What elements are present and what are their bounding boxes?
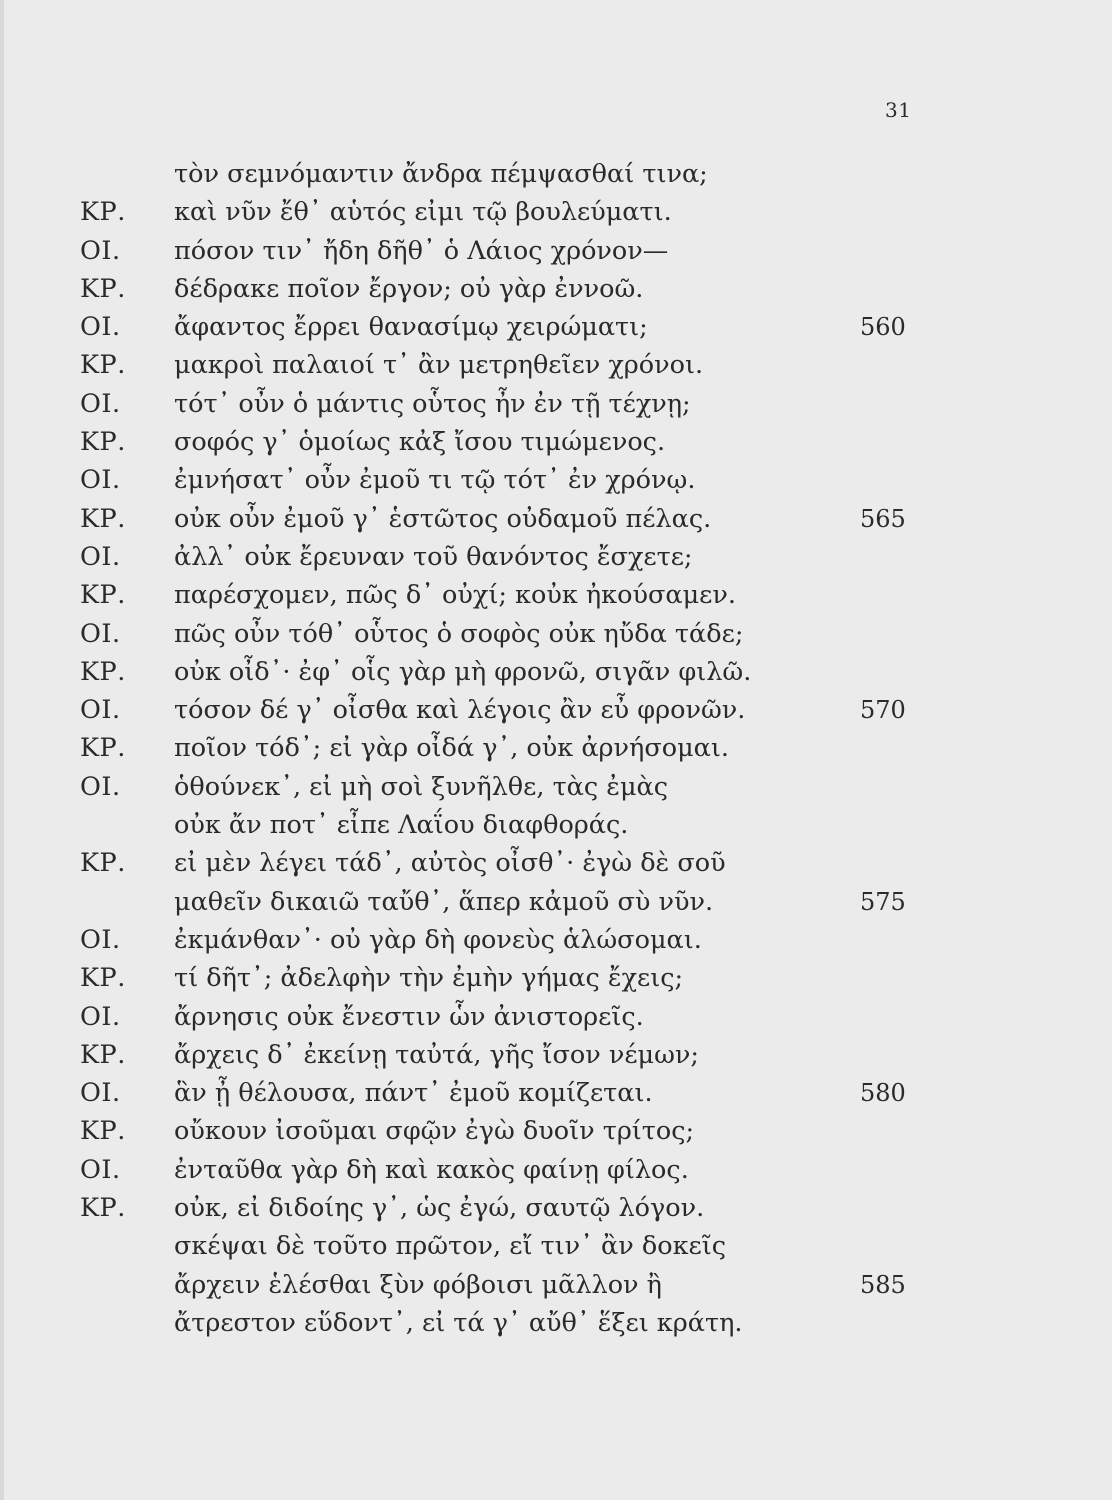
verse-line: [0, 193, 1112, 231]
verse-line: [0, 1112, 1112, 1150]
verse-text: σοφός γ᾽ ὁμοίως κἀξ ἴσου τιμώμενος.: [174, 427, 666, 458]
verse-text: ἐνταῦθα γὰρ δὴ καὶ κακὸς φαίνῃ φίλος.: [174, 1154, 689, 1185]
verse-text: τόσον δέ γ᾽ οἶσθα καὶ λέγοις ἂν εὖ φρονῶν.: [174, 695, 746, 726]
speaker-label: ΟΙ.: [80, 465, 121, 496]
verse-text: δέδρακε ποῖον ἔργον; οὐ γὰρ ἐννοῶ.: [174, 273, 644, 304]
verse-text: ἐμνήσατ᾽ οὖν ἐμοῦ τι τῷ τότ᾽ ἐν χρόνῳ.: [174, 465, 696, 496]
verse-line: [0, 576, 1112, 614]
verse-line: [0, 346, 1112, 384]
verse-text: ἄφαντος ἔρρει θανασίμῳ χειρώματι;: [174, 312, 648, 343]
verse-text: μαθεῖν δικαιῶ ταὔθ᾽, ἅπερ κἀμοῦ σὺ νῦν.: [174, 886, 714, 917]
line-number: 585: [860, 1270, 906, 1299]
speaker-label: ΟΙ.: [80, 312, 121, 343]
verse-text: οὐκ οὖν ἐμοῦ γ᾽ ἑστῶτος οὐδαμοῦ πέλας.: [174, 503, 712, 534]
verse-text: σκέψαι δὲ τοῦτο πρῶτον, εἴ τιν᾽ ἂν δοκεῖς: [174, 1231, 726, 1262]
speaker-label: ΚΡ.: [80, 273, 126, 304]
verse-text: οὐκ ἄν ποτ᾽ εἶπε Λαΐου διαφθοράς.: [174, 810, 629, 841]
page-number: 31: [885, 98, 912, 122]
verse-line: [0, 998, 1112, 1036]
speaker-label: ΚΡ.: [80, 1039, 126, 1070]
verse-text: ὁθούνεκ᾽, εἰ μὴ σοὶ ξυνῆλθε, τὰς ἐμὰς: [174, 771, 669, 802]
line-number: 565: [860, 504, 906, 533]
verse-text: οὐκ, εἰ διδοίης γ᾽, ὡς ἐγώ, σαυτῷ λόγον.: [174, 1193, 705, 1224]
verse-text: πῶς οὖν τόθ᾽ οὗτος ὁ σοφὸς οὐκ ηὔδα τάδε;: [174, 618, 744, 649]
verse-line: [0, 1151, 1112, 1189]
verse-line: [0, 959, 1112, 997]
line-number: 560: [860, 313, 906, 342]
verse-line: [0, 308, 1112, 346]
verse-line: [0, 691, 1112, 729]
speaker-label: ΟΙ.: [80, 771, 121, 802]
verse-line: [0, 844, 1112, 882]
verse-text: οὐκ οἶδ᾽· ἐφ᾽ οἷς γὰρ μὴ φρονῶ, σιγᾶν φιλῶ.: [174, 656, 752, 687]
verse-line: [0, 729, 1112, 767]
speaker-label: ΟΙ.: [80, 1154, 121, 1185]
verse-line: [0, 615, 1112, 653]
verse-line: [0, 806, 1112, 844]
verse-line: [0, 385, 1112, 423]
verse-line: [0, 423, 1112, 461]
verse-line: [0, 1036, 1112, 1074]
speaker-label: ΟΙ.: [80, 388, 121, 419]
speaker-label: ΟΙ.: [80, 235, 121, 266]
speaker-label: ΚΡ.: [80, 963, 126, 994]
speaker-label: ΟΙ.: [80, 695, 121, 726]
speaker-label: ΚΡ.: [80, 427, 126, 458]
verse-line: [0, 768, 1112, 806]
verse-text: ἃν ᾖ θέλουσα, πάντ᾽ ἐμοῦ κομίζεται.: [174, 1078, 653, 1109]
speaker-label: ΚΡ.: [80, 1193, 126, 1224]
speaker-label: ΟΙ.: [80, 541, 121, 572]
speaker-label: ΟΙ.: [80, 1001, 121, 1032]
verse-line: [0, 500, 1112, 538]
verse-block: [0, 155, 1112, 1342]
speaker-label: ΟΙ.: [80, 1078, 121, 1109]
verse-line: [0, 1266, 1112, 1304]
speaker-label: ΚΡ.: [80, 580, 126, 611]
verse-line: [0, 538, 1112, 576]
verse-line: [0, 921, 1112, 959]
verse-text: εἰ μὲν λέγει τάδ᾽, αὐτὸς οἶσθ᾽· ἐγὼ δὲ σοῦ: [174, 848, 726, 879]
speaker-label: ΟΙ.: [80, 924, 121, 955]
verse-text: ποῖον τόδ᾽; εἰ γὰρ οἶδά γ᾽, οὐκ ἀρνήσομαι.: [174, 733, 729, 764]
verse-text: ἄρχεις δ᾽ ἐκείνῃ ταὐτά, γῆς ἴσον νέμων;: [174, 1039, 699, 1070]
verse-text: μακροὶ παλαιοί τ᾽ ἂν μετρηθεῖεν χρόνοι.: [174, 350, 704, 381]
verse-text: ἄτρεστον εὕδοντ᾽, εἰ τά γ᾽ αὔθ᾽ ἕξει κράτη.: [174, 1307, 743, 1338]
speaker-label: ΟΙ.: [80, 618, 121, 649]
verse-text: τὸν σεμνόμαντιν ἄνδρα πέμψασθαί τινα;: [174, 159, 708, 189]
verse-line: [0, 270, 1112, 308]
verse-line: [0, 232, 1112, 270]
speaker-label: ΚΡ.: [80, 848, 126, 879]
verse-line: [0, 883, 1112, 921]
verse-text: καὶ νῦν ἔθ᾽ αὑτός εἰμι τῷ βουλεύματι.: [174, 197, 672, 228]
verse-text: τί δῆτ᾽; ἀδελφὴν τὴν ἐμὴν γήμας ἔχεις;: [174, 963, 684, 994]
verse-line: [0, 653, 1112, 691]
verse-line: [0, 1304, 1112, 1342]
speaker-label: ΚΡ.: [80, 197, 126, 228]
speaker-label: ΚΡ.: [80, 503, 126, 534]
verse-line: [0, 1189, 1112, 1227]
speaker-label: ΚΡ.: [80, 656, 126, 687]
verse-text: παρέσχομεν, πῶς δ᾽ οὐχί; κοὐκ ἠκούσαμεν.: [174, 580, 736, 611]
speaker-label: ΚΡ.: [80, 733, 126, 764]
verse-line: [0, 155, 1112, 193]
verse-line: [0, 461, 1112, 499]
verse-line: [0, 1227, 1112, 1265]
verse-text: ἐκμάνθαν᾽· οὐ γὰρ δὴ φονεὺς ἁλώσομαι.: [174, 924, 702, 955]
verse-text: πόσον τιν᾽ ἤδη δῆθ᾽ ὁ Λάιος χρόνον—: [174, 235, 669, 266]
line-number: 580: [860, 1079, 906, 1108]
verse-line: [0, 1074, 1112, 1112]
verse-text: ἄρνησις οὐκ ἔνεστιν ὧν ἀνιστορεῖς.: [174, 1001, 644, 1032]
verse-text: οὔκουν ἰσοῦμαι σφῷν ἐγὼ δυοῖν τρίτος;: [174, 1116, 695, 1147]
speaker-label: ΚΡ.: [80, 1116, 126, 1147]
line-number: 575: [860, 887, 906, 916]
line-number: 570: [860, 696, 906, 725]
verse-text: ἀλλ᾽ οὐκ ἔρευναν τοῦ θανόντος ἔσχετε;: [174, 541, 693, 572]
verse-text: τότ᾽ οὖν ὁ μάντις οὗτος ἦν ἐν τῇ τέχνῃ;: [174, 388, 691, 419]
verse-text: ἄρχειν ἑλέσθαι ξὺν φόβοισι μᾶλλον ἢ: [174, 1269, 662, 1300]
speaker-label: ΚΡ.: [80, 350, 126, 381]
